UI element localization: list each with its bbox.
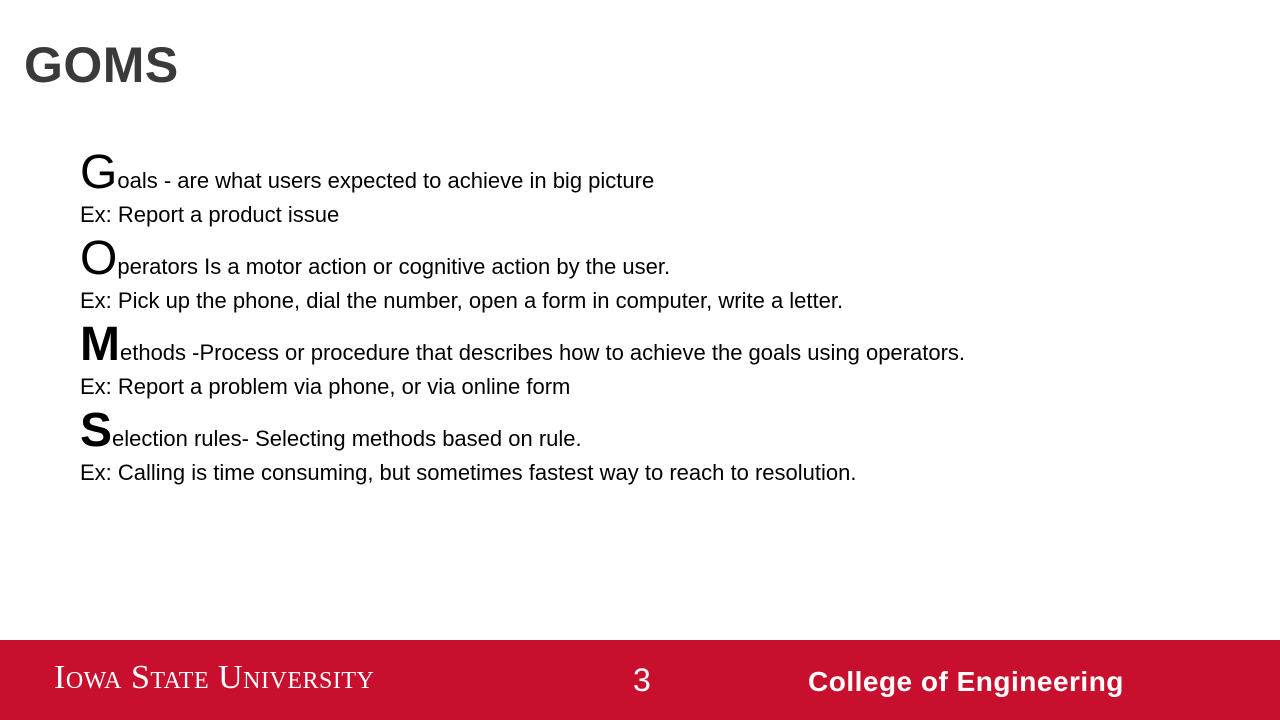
methods-example: Ex: Report a problem via phone, or via online form: [80, 374, 571, 399]
goms-item-methods: [80, 318, 1180, 400]
selection-rules-definition: [80, 404, 1180, 457]
goals-example: Ex: Report a product issue: [80, 202, 340, 227]
footer-bar: [0, 640, 1280, 720]
goms-item-selection-rules: [80, 404, 1180, 486]
selection-rules-text: election rules- Selecting methods based on rule.: [112, 426, 582, 451]
goms-content: [80, 146, 1180, 494]
operators-example: Ex: Pick up the phone, dial the number, open a form in computer, write a letter.: [80, 288, 844, 313]
goals-text: oals - are what users expected to achieve in big picture: [117, 168, 655, 193]
college-wordmark: College of Engineering: [808, 666, 1124, 697]
goms-item-goals: [80, 146, 1180, 228]
page-number: 3: [633, 662, 651, 698]
methods-definition: [80, 318, 1180, 371]
goals-initial: G: [80, 146, 118, 199]
slide-title: GOMS: [24, 37, 179, 93]
selection-rules-example: Ex: Calling is time consuming, but sometimes fastest way to reach to resolution.: [80, 460, 857, 485]
operators-definition: [80, 232, 1180, 285]
goals-definition: [80, 146, 1180, 199]
selection-rules-initial: S: [80, 404, 113, 457]
operators-initial: O: [80, 232, 118, 285]
university-wordmark: Iowa State University: [54, 659, 375, 696]
methods-initial: M: [80, 318, 120, 371]
operators-text: perators Is a motor action or cognitive action by the user.: [117, 254, 671, 279]
methods-text: ethods -Process or procedure that describes how to achieve the goals using operators.: [119, 340, 966, 365]
goms-item-operators: [80, 232, 1180, 314]
